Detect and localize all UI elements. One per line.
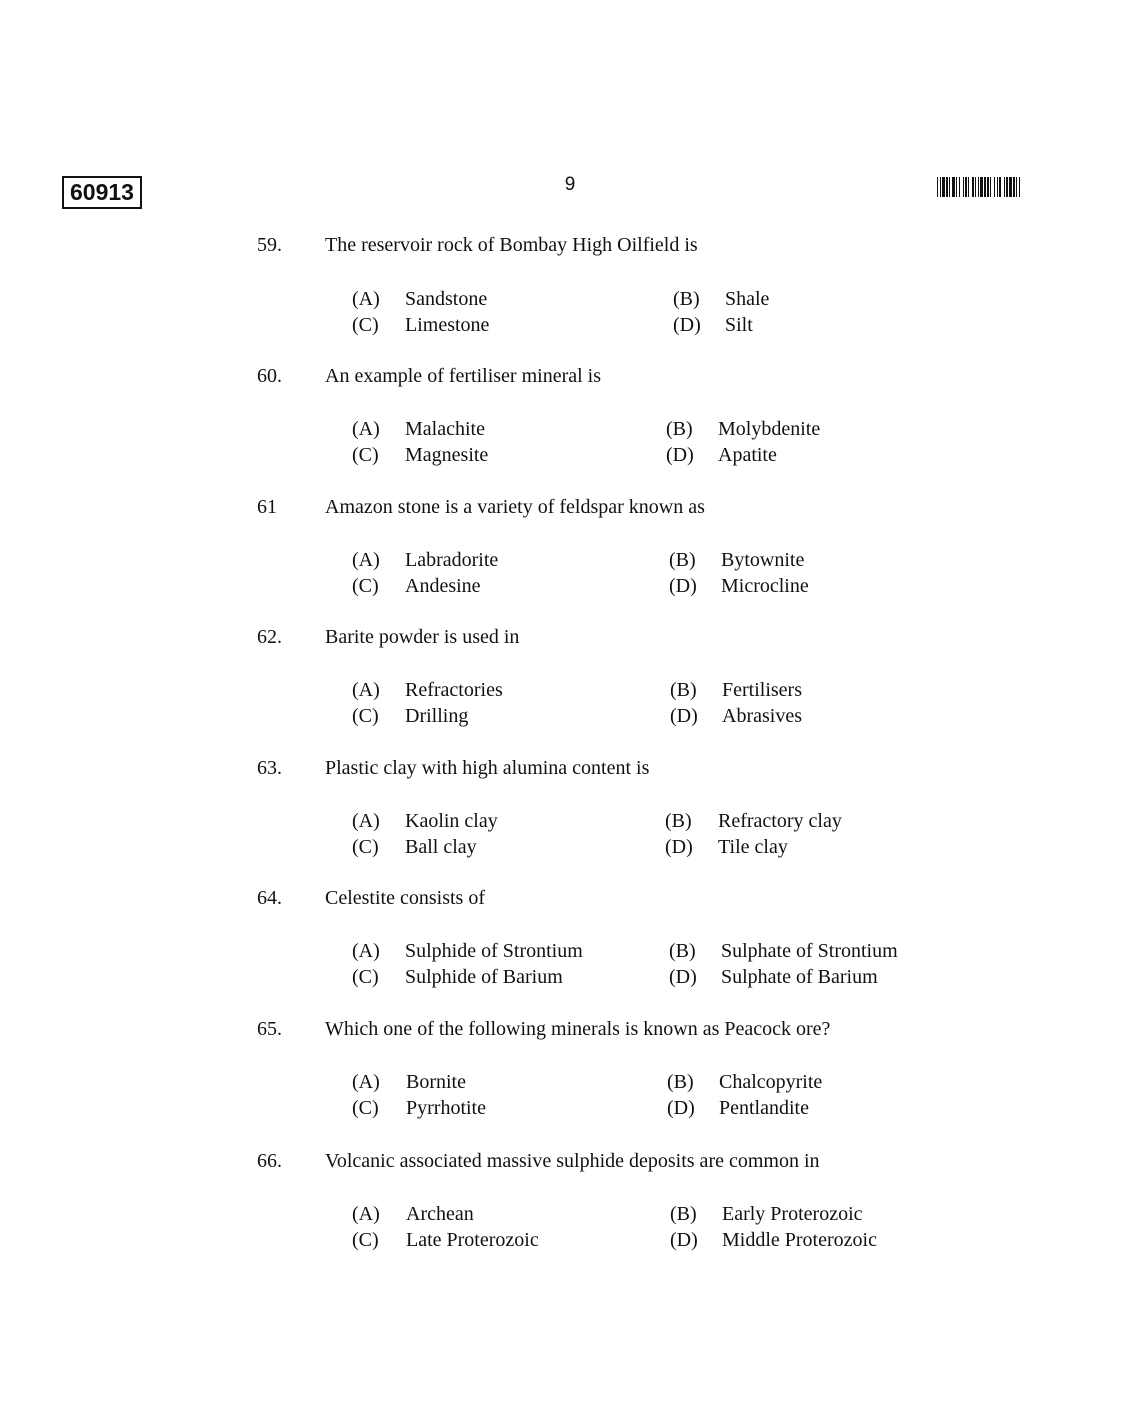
question-61 — [0, 496, 1141, 616]
option-text: Early Proterozoic — [722, 1203, 863, 1225]
option-text: Abrasives — [722, 705, 802, 727]
option-letter: (A) — [352, 418, 380, 440]
option-letter: (B) — [667, 1071, 694, 1093]
option-a — [352, 288, 488, 311]
option-c — [352, 966, 563, 989]
option-c — [352, 836, 477, 859]
option-letter: (A) — [352, 549, 380, 571]
option-c — [352, 1229, 539, 1252]
option-letter: (B) — [669, 549, 696, 571]
option-a — [352, 418, 485, 441]
option-text: Shale — [725, 288, 770, 310]
option-d — [670, 1229, 877, 1252]
option-b — [665, 810, 842, 833]
question-text: Celestite consists of — [325, 887, 485, 909]
paper-code: 60913 — [62, 176, 142, 209]
option-b — [670, 679, 802, 702]
option-letter: (A) — [352, 679, 380, 701]
option-a — [352, 679, 503, 702]
option-text: Bytownite — [721, 549, 805, 571]
option-text: Silt — [725, 314, 753, 336]
question-65 — [0, 1018, 1141, 1138]
question-text: Barite powder is used in — [325, 626, 520, 648]
option-b — [669, 549, 805, 572]
option-text: Sandstone — [405, 288, 488, 310]
option-b — [667, 1071, 823, 1094]
option-text: Drilling — [405, 705, 469, 727]
option-letter: (D) — [673, 314, 701, 336]
question-number: 59. — [257, 234, 282, 256]
option-d — [665, 836, 788, 859]
question-text: Plastic clay with high alumina content is — [325, 757, 650, 779]
option-text: Fertilisers — [722, 679, 802, 701]
option-letter: (C) — [352, 966, 379, 988]
question-text: The reservoir rock of Bombay High Oilfield is — [325, 234, 698, 256]
option-a — [352, 1071, 466, 1094]
option-text: Sulphate of Strontium — [721, 940, 898, 962]
question-number: 66. — [257, 1150, 282, 1172]
question-text: Amazon stone is a variety of feldspar known as — [325, 496, 705, 518]
question-text: Which one of the following minerals is known as Peacock ore? — [325, 1018, 831, 1040]
page-number: 9 — [564, 174, 576, 195]
option-text: Archean — [406, 1203, 474, 1225]
option-c — [352, 444, 489, 467]
option-c — [352, 705, 469, 728]
option-text: Chalcopyrite — [719, 1071, 823, 1093]
option-letter: (A) — [352, 1203, 380, 1225]
option-letter: (D) — [667, 1097, 695, 1119]
question-59 — [0, 234, 1141, 354]
option-d — [673, 314, 753, 337]
option-text: Refractories — [405, 679, 503, 701]
option-letter: (A) — [352, 940, 380, 962]
question-number: 63. — [257, 757, 282, 779]
option-letter: (D) — [670, 705, 698, 727]
question-number: 64. — [257, 887, 282, 909]
option-b — [666, 418, 821, 441]
option-letter: (D) — [669, 575, 697, 597]
option-text: Sulphide of Barium — [405, 966, 563, 988]
option-text: Bornite — [406, 1071, 466, 1093]
option-letter: (C) — [352, 314, 379, 336]
option-d — [667, 1097, 809, 1120]
option-letter: (B) — [673, 288, 700, 310]
option-letter: (C) — [352, 575, 379, 597]
option-letter: (C) — [352, 1229, 379, 1251]
question-number: 62. — [257, 626, 282, 648]
option-text: Magnesite — [405, 444, 489, 466]
option-text: Refractory clay — [718, 810, 842, 832]
question-number: 61 — [257, 496, 277, 518]
option-text: Microcline — [721, 575, 809, 597]
option-letter: (C) — [352, 1097, 379, 1119]
option-b — [670, 1203, 863, 1226]
option-text: Sulphate of Barium — [721, 966, 878, 988]
option-d — [670, 705, 802, 728]
question-text: An example of fertiliser mineral is — [325, 365, 602, 387]
question-62 — [0, 626, 1141, 746]
option-text: Middle Proterozoic — [722, 1229, 877, 1251]
option-c — [352, 314, 490, 337]
option-letter: (A) — [352, 810, 380, 832]
option-letter: (D) — [669, 966, 697, 988]
option-text: Kaolin clay — [405, 810, 498, 832]
option-c — [352, 1097, 486, 1120]
option-a — [352, 810, 498, 833]
option-text: Pyrrhotite — [406, 1097, 486, 1119]
option-letter: (B) — [665, 810, 692, 832]
option-d — [669, 575, 809, 598]
question-63 — [0, 757, 1141, 877]
option-b — [669, 940, 898, 963]
option-text: Ball clay — [405, 836, 477, 858]
option-a — [352, 940, 583, 963]
option-letter: (C) — [352, 836, 379, 858]
option-text: Pentlandite — [719, 1097, 809, 1119]
option-a — [352, 549, 499, 572]
option-letter: (C) — [352, 444, 379, 466]
option-text: Malachite — [405, 418, 485, 440]
option-letter: (B) — [669, 940, 696, 962]
option-text: Sulphide of Strontium — [405, 940, 583, 962]
option-letter: (D) — [665, 836, 693, 858]
option-letter: (B) — [666, 418, 693, 440]
option-text: Tile clay — [718, 836, 788, 858]
question-60 — [0, 365, 1141, 485]
option-text: Andesine — [405, 575, 481, 597]
option-text: Late Proterozoic — [406, 1229, 539, 1251]
option-text: Molybdenite — [718, 418, 821, 440]
option-letter: (A) — [352, 1071, 380, 1093]
question-66 — [0, 1150, 1141, 1270]
option-letter: (C) — [352, 705, 379, 727]
question-text: Volcanic associated massive sulphide deposits are common in — [325, 1150, 820, 1172]
option-letter: (D) — [666, 444, 694, 466]
option-letter: (B) — [670, 1203, 697, 1225]
question-number: 60. — [257, 365, 282, 387]
option-c — [352, 575, 481, 598]
option-d — [669, 966, 878, 989]
option-letter: (D) — [670, 1229, 698, 1251]
option-a — [352, 1203, 474, 1226]
option-letter: (B) — [670, 679, 697, 701]
option-text: Limestone — [405, 314, 490, 336]
question-64 — [0, 887, 1141, 1007]
option-b — [673, 288, 770, 311]
option-text: Apatite — [718, 444, 777, 466]
option-text: Labradorite — [405, 549, 499, 571]
question-number: 65. — [257, 1018, 282, 1040]
barcode-icon — [937, 177, 1076, 197]
option-letter: (A) — [352, 288, 380, 310]
option-d — [666, 444, 777, 467]
